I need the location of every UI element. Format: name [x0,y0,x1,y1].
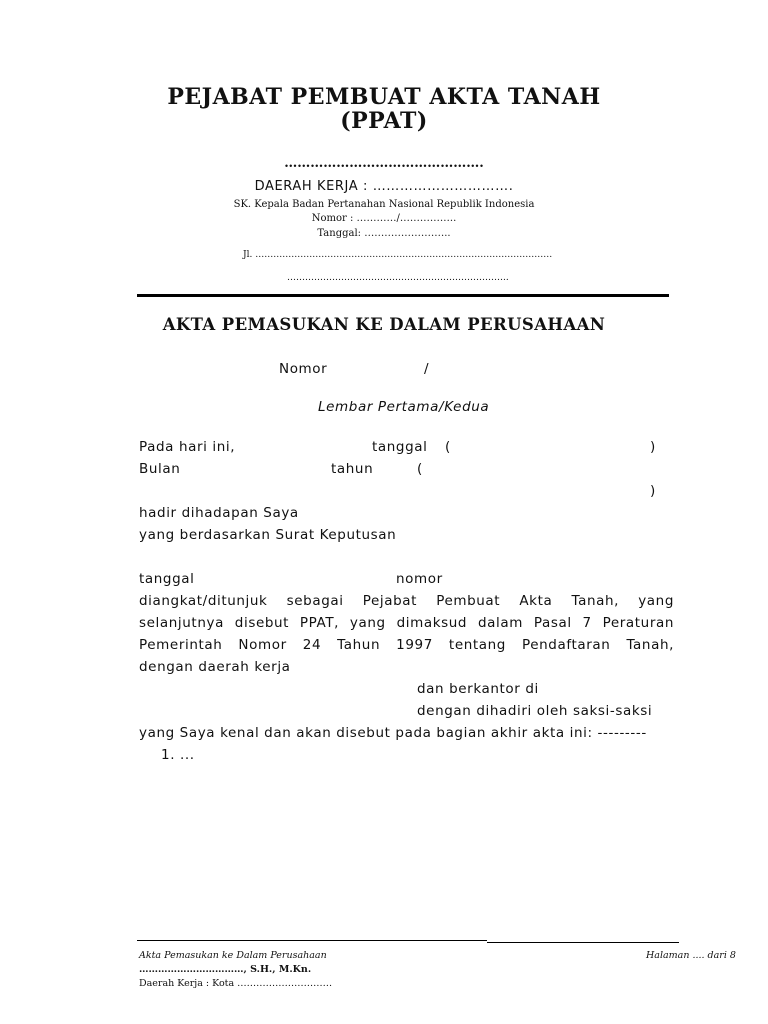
tanggal-label: tanggal [372,439,428,455]
header-divider [137,294,669,297]
address-line2: ……………………………………………………………….. [287,273,509,283]
footer-notary-name: ……………………………, S.H., M.Kn. [139,964,312,975]
footer-divider-right [487,942,679,943]
lembar-label: Lembar Pertama/Kedua [318,399,490,415]
witness-item-1: 1. ... [161,747,195,763]
paragraph-line1: diangkat/ditunjuk sebagai Pejabat Pembuat Akta Tanah, yang [139,593,674,609]
nomor-slash: / [424,361,430,377]
nomor-sk-label: nomor [396,571,443,587]
berkantor-line: dan berkantor di [417,681,539,697]
address-line1: Jl. ……………………………………………………………………………………… [243,250,553,260]
paren-open-2: ( [417,461,423,477]
nomor-label: Nomor [279,361,328,377]
footer-daerah-kerja: Daerah Kerja : Kota ………………………… [139,978,333,989]
pada-hari-ini: Pada hari ini, [139,439,236,455]
paragraph-line3: Pemerintah Nomor 24 Tahun 1997 tentang Pendaftaran Tanah, [139,637,674,653]
sk-tanggal: Tanggal: …………………….. [317,228,451,239]
bulan-label: Bulan [139,461,181,477]
header-title-line2: (PPAT) [340,108,428,134]
footer-doc-name: Akta Pemasukan ke Dalam Perusahaan [139,950,327,961]
ppat-name-placeholder: ………………………………………. [284,156,484,171]
tahun-label: tahun [331,461,374,477]
kenal-line: yang Saya kenal dan akan disebut pada bagian akhir akta ini: --------- [139,725,647,741]
footer-page-number: Halaman .... dari 8 [646,950,736,961]
header-title-line1: PEJABAT PEMBUAT AKTA TANAH [167,84,601,110]
daerah-kerja-header: DAERAH KERJA : …………………………. [254,179,514,194]
paragraph-line2: selanjutnya disebut PPAT, yang dimaksud dalam Pasal 7 Peraturan [139,615,674,631]
paragraph-line4: dengan daerah kerja [139,659,291,675]
tanggal-sk-label: tanggal [139,571,195,587]
saksi-line: dengan dihadiri oleh saksi-saksi [417,703,653,719]
berdasarkan-line: yang berdasarkan Surat Keputusan [139,527,397,543]
paren-close-1: ) [650,439,656,455]
hadir-line: hadir dihadapan Saya [139,505,299,521]
paren-close-2: ) [650,483,656,499]
sk-line: SK. Kepala Badan Pertanahan Nasional Republik Indonesia [233,199,535,210]
footer-divider-left [137,940,487,941]
document-title: AKTA PEMASUKAN KE DALAM PERUSAHAAN [162,315,606,334]
sk-nomor: Nomor : …………/…………….. [311,213,457,224]
paren-open-1: ( [445,439,451,455]
